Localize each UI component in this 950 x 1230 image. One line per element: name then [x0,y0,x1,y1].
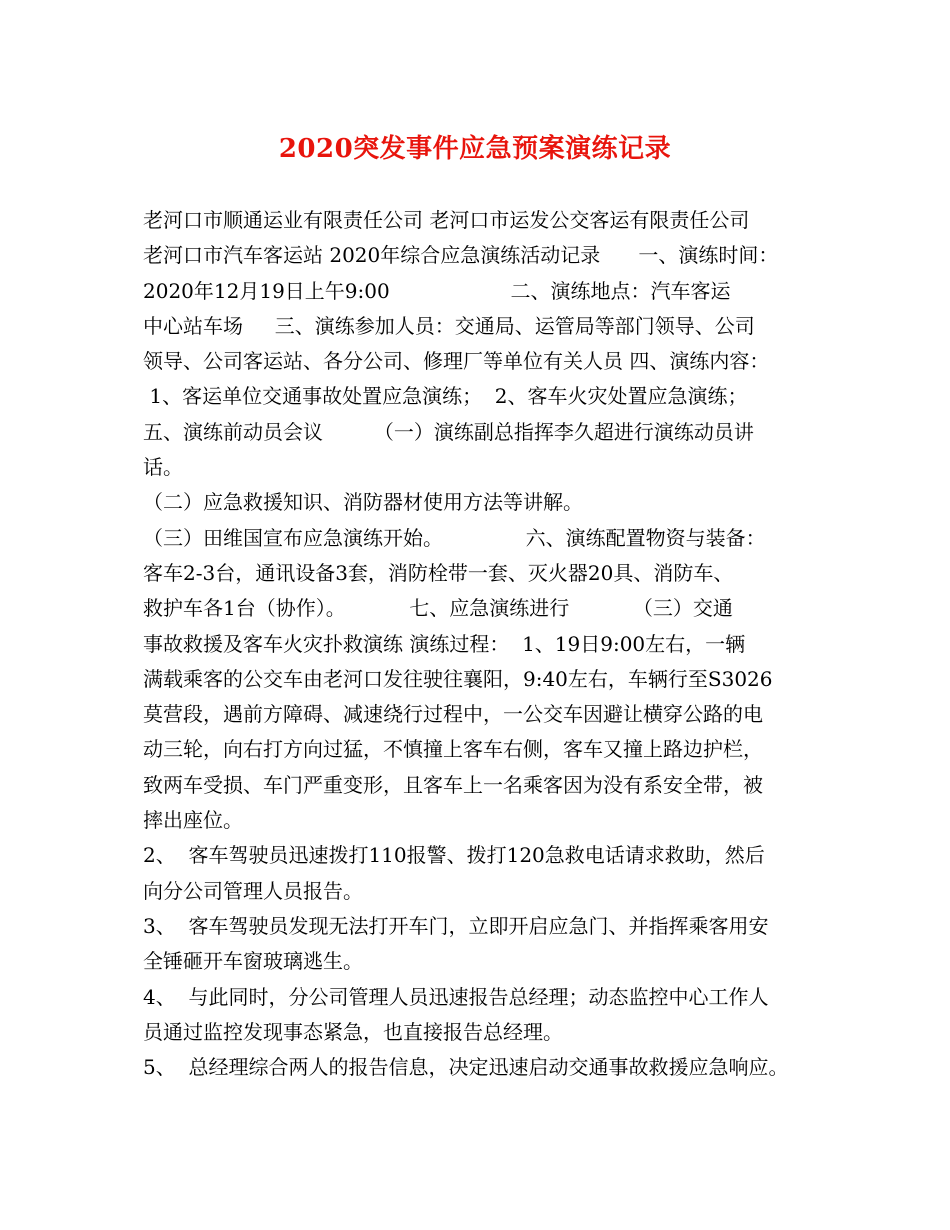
body-line: 领导、公司客运站、各分公司、修理厂等单位有关人员 四、演练内容： [143,349,770,374]
body-line: 老河口市顺通运业有限责任公司 老河口市运发公交客运有限责任公司 [143,208,750,232]
document-title: 2020突发事件应急预案演练记录 [278,134,672,164]
document-body [143,203,833,1085]
body-line: 向分公司管理人员报告。 [143,878,363,903]
body-line: 员通过监控发现事态紧急，也直接报告总经理。 [143,1019,563,1044]
body-line: 致两车受损、车门严重变形，且客车上一名乘客因为没有系安全带，被 [143,772,763,797]
body-line: 3、 客车驾驶员发现无法打开车门，立即开启应急门、并指挥乘客用安 [143,913,769,938]
body-line: （二）应急救援知识、消防器材使用方法等讲解。 [143,490,583,515]
body-line: 客车2-3台，通讯设备3套，消防栓带一套、灭火器20具、消防车、 [143,560,734,585]
body-line: （三）田维国宣布应急演练开始。 六、演练配置物资与装备： [143,525,766,550]
body-line: 2、 客车驾驶员迅速拨打110报警、拨打120急救电话请求救助，然后 [143,843,765,868]
body-line: 摔出座位。 [143,808,243,833]
body-line: 4、 与此同时，分公司管理人员迅速报告总经理；动态监控中心工作人 [143,984,769,1009]
body-line: 老河口市汽车客运站 2020年综合应急演练活动记录 一、演练时间： [143,243,779,268]
body-line: 五、演练前动员会议 （一）演练副总指挥李久超进行演练动员讲 [143,419,754,444]
body-line: 2020年12月19日上午9:00 二、演练地点：汽车客运 [143,278,731,303]
body-line: 救护车各1台（协作）。 七、应急演练进行 （三）交通 [143,596,733,621]
body-line: 中心站车场 三、演练参加人员：交通局、运管局等部门领导、公司 [143,313,755,338]
body-line: 满载乘客的公交车由老河口发往驶往襄阳，9:40左右，车辆行至S3026 [143,666,773,691]
body-line: 莫营段，遇前方障碍、减速绕行过程中，一公交车因避让横穿公路的电 [143,702,763,727]
body-line: 5、 总经理综合两人的报告信息，决定迅速启动交通事故救援应急响应。 [143,1055,789,1080]
body-line: 事故救援及客车火灾扑救演练 演练过程： 1、19日9:00左右，一辆 [143,631,746,656]
body-line: 动三轮，向右打方向过猛，不慎撞上客车右侧，客车又撞上路边护栏， [143,737,763,762]
body-line: 1、客运单位交通事故处置应急演练； 2、客车火灾处置应急演练； [143,384,748,409]
body-line: 话。 [143,455,183,480]
body-line: 全锤砸开车窗玻璃逃生。 [143,949,363,974]
